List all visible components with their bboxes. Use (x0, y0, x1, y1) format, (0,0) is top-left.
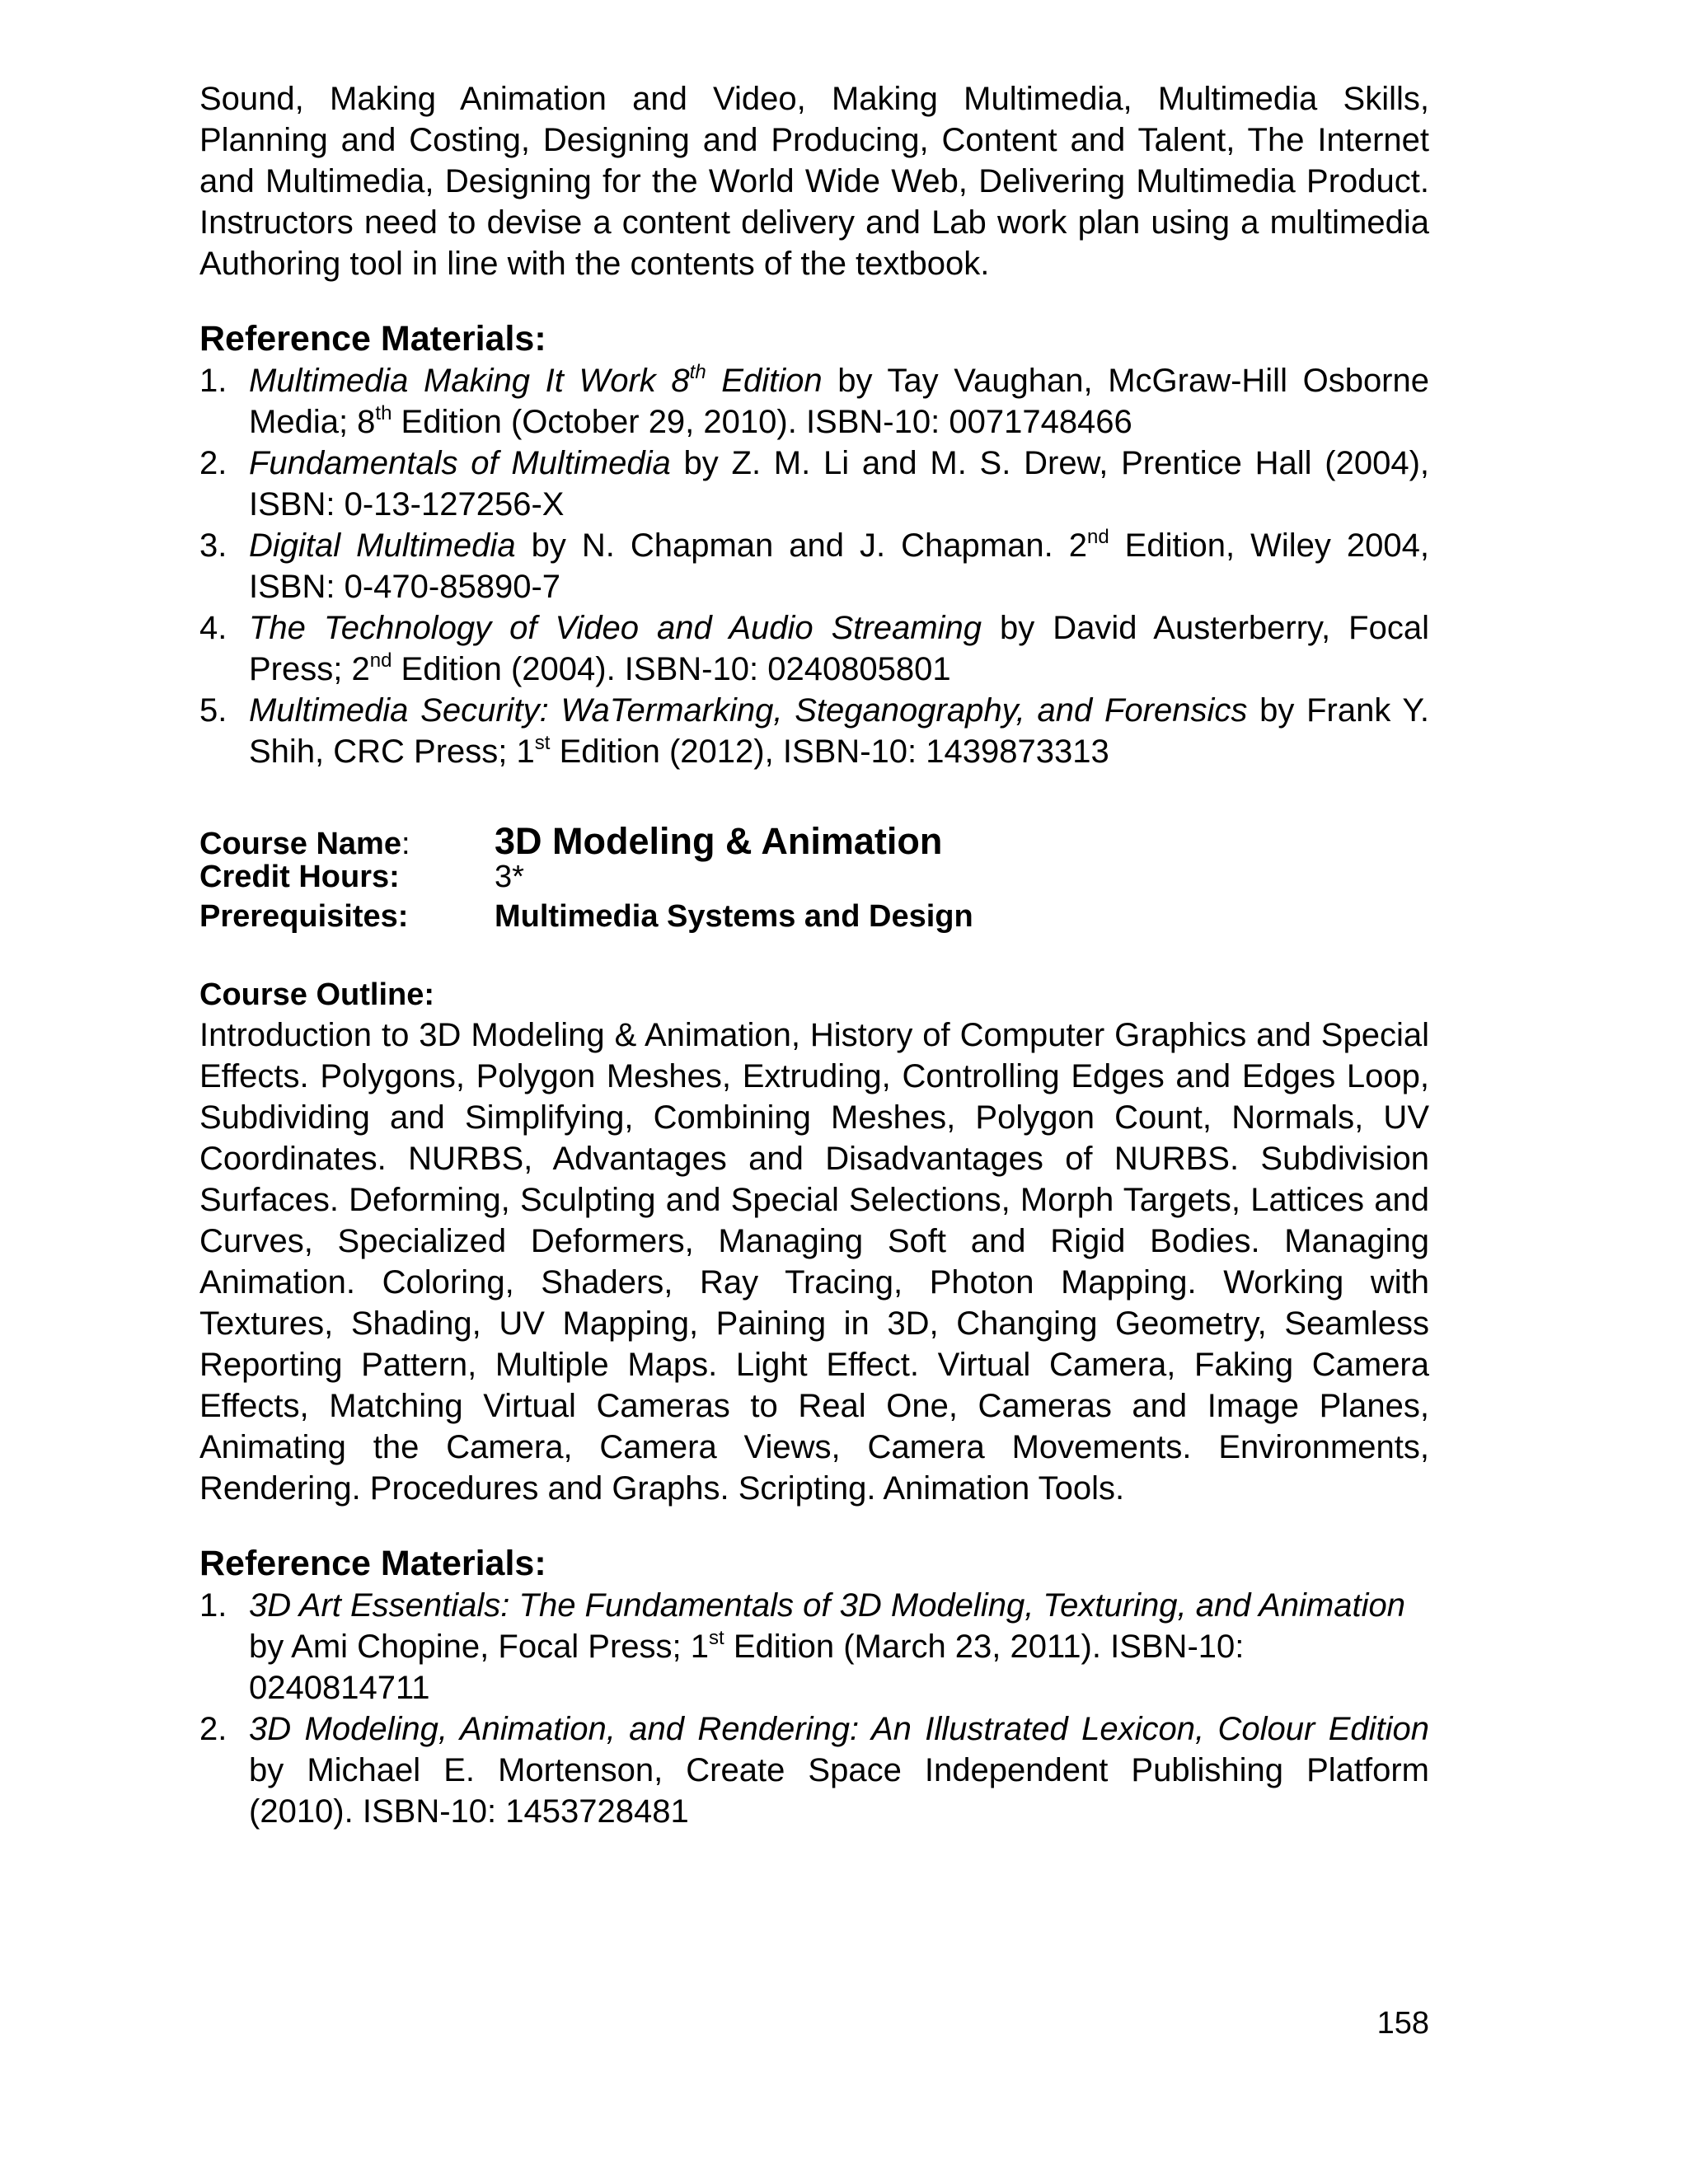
document-page (199, 78, 1429, 1832)
course-name-row (199, 820, 1429, 860)
reference-item: 4. The Technology of Video and Audio Streaming by David Austerberry, Focal Press; 2nd Edition (2004). ISBN-10: 0240805801 (199, 610, 1429, 687)
reference-item: 3. Digital Multimedia by N. Chapman and J. Chapman. 2nd Edition, Wiley 2004, ISBN: 0-470-85890-7 (199, 526, 1429, 605)
credit-hours-label: Credit Hours: (199, 860, 400, 894)
reference-list-2 (199, 1585, 1429, 1832)
prerequisites-value: Multimedia Systems and Design (495, 899, 973, 934)
prerequisites-label: Prerequisites: (199, 899, 409, 934)
reference-item: 1. Multimedia Making It Work 8th Edition by Tay Vaughan, McGraw-Hill Osborne Media; 8th Edition (October 29, 2010). ISBN-10: 0071748466 (199, 361, 1429, 440)
intro-paragraph: Sound, Making Animation and Video, Making Multimedia, Multimedia Skills, Planning and Costing, Designing and Producing, Content and Talent, The Internet and Multimedia, Designing for the World Wide Web, Delivering Multimedia Product. Instructors need to devise a content delivery and Lab work plan using a multimedia Authoring tool in line with the contents of the textbook. (199, 81, 1429, 282)
prerequisites-row (199, 899, 1429, 939)
reference-list-1 (199, 360, 1429, 772)
page-number: 158 (1376, 2006, 1429, 2041)
reference-item: 5. Multimedia Security: WaTermarking, Steganography, and Forensics by Frank Y. Shih, CRC Press; 1st Edition (2012), ISBN-10: 1439873313 (199, 692, 1429, 770)
reference-materials-heading: Reference Materials: (199, 319, 546, 359)
credit-hours-value: 3* (495, 860, 524, 894)
reference-materials-heading: Reference Materials: (199, 1544, 546, 1583)
course-info (199, 820, 1429, 939)
course-outline-heading: Course Outline: (199, 977, 435, 1012)
course-name-value: 3D Modeling & Animation (495, 820, 943, 862)
reference-item: 2. 3D Modeling, Animation, and Rendering: An Illustrated Lexicon, Colour Edition by Michael E. Mortenson, Create Space Independent Publishing Platform (2010). ISBN-10: 1453728481 (199, 1711, 1429, 1830)
credit-hours-row (199, 860, 1429, 899)
reference-item: 2. Fundamentals of Multimedia by Z. M. Li and M. S. Drew, Prentice Hall (2004), ISBN: 0-13-127256-X (199, 445, 1429, 523)
course-name-label: Course Name: (199, 827, 410, 861)
course-outline-text: Introduction to 3D Modeling & Animation, History of Computer Graphics and Special Effects. Polygons, Polygon Meshes, Extruding, Controlling Edges and Edges Loop, Subdividing and Simplifying, Combining Meshes, Polygon Count, Normals, UV Coordinates. NURBS, Advantages and Disadvantages of NURBS. Subdivision Surfaces. Deforming, Sculpting and Special Selections, Morph Targets, Lattices and Curves, Specialized Deformers, Managing Soft and Rigid Bodies. Managing Animation. Coloring, Shaders, Ray Tracing, Photon Mapping. Working with Textures, Shading, UV Mapping, Paining in 3D, Changing Geometry, Seamless Reporting Pattern, Multiple Maps. Light Effect. Virtual Camera, Faking Camera Effects, Matching Virtual Cameras to Real One, Cameras and Image Planes, Animating the Camera, Camera Views, Camera Movements. Environments, Rendering. Procedures and Graphs. Scripting. Animation Tools. (199, 1017, 1429, 1507)
reference-item: 1. 3D Art Essentials: The Fundamentals of 3D Modeling, Texturing, and Animation by Ami Chopine, Focal Press; 1st Edition (March 23, 2011). ISBN-10: 0240814711 (199, 1587, 1405, 1706)
